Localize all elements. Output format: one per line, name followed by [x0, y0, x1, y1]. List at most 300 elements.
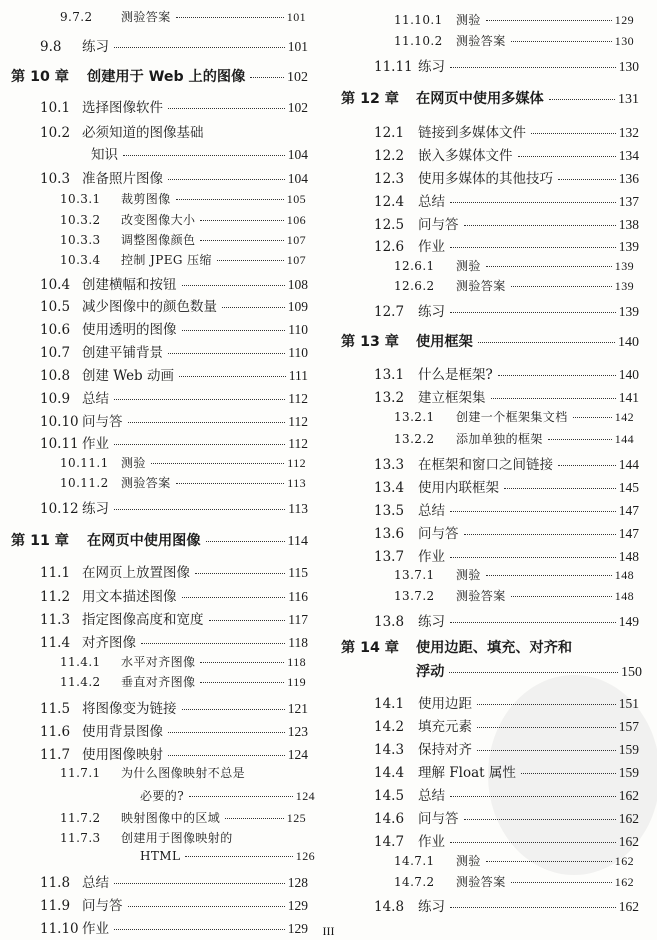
toc-number: 14.7.1 [394, 854, 435, 868]
toc-number: 14.2 [374, 719, 405, 735]
toc-page-number: 128 [287, 875, 308, 890]
toc-number: 11.11 [374, 59, 413, 75]
dot-leader [450, 202, 616, 203]
toc-page-number: 101 [286, 10, 306, 24]
dot-leader [486, 20, 612, 21]
toc-entry [40, 720, 308, 740]
toc-entry [40, 364, 308, 384]
toc-entry [40, 631, 308, 651]
toc-page-number: 131 [618, 92, 639, 107]
dot-leader [123, 155, 285, 156]
toc-number: 10.6 [40, 322, 71, 338]
toc-title: 对齐图像 [82, 635, 136, 651]
toc-page-number: 126 [295, 849, 315, 863]
toc-entry [374, 144, 639, 164]
toc-title: 问与答 [418, 526, 459, 542]
toc-entry [60, 454, 306, 471]
dot-leader [182, 285, 285, 286]
toc-page-number: 157 [618, 719, 639, 734]
toc-title: 使用边距 [418, 696, 472, 712]
toc-number: 10.3.3 [60, 233, 101, 247]
toc-title: 创建平铺背景 [82, 345, 163, 361]
toc-entry [374, 761, 639, 781]
toc-page-number: 129 [614, 13, 634, 27]
toc-entry [374, 784, 639, 804]
toc-page-number: 151 [618, 696, 639, 711]
toc-page-number: 148 [618, 549, 639, 564]
toc-title: 添加单独的框架 [456, 432, 543, 446]
toc-number: 10.3.1 [60, 192, 101, 206]
toc-number: 10.3.2 [60, 213, 101, 227]
toc-entry [140, 787, 315, 804]
toc-title: 测验 [456, 854, 481, 868]
toc-page-number: 162 [614, 854, 634, 868]
toc-title: 测验答案 [121, 476, 171, 490]
toc-title: 测验 [456, 259, 481, 273]
dot-leader [464, 225, 616, 226]
toc-entry [374, 545, 639, 565]
toc-number: 10.3 [40, 171, 71, 187]
toc-page-number: 102 [287, 100, 308, 115]
toc-number: 9.8 [40, 39, 62, 55]
toc-page-number: 145 [618, 480, 639, 495]
toc-title: 必须知道的图像基础 [82, 125, 204, 141]
toc-title: 练习 [418, 614, 445, 630]
toc-number: 第 12 章 [341, 91, 399, 107]
toc-page-number: 144 [618, 457, 639, 472]
toc-page-number: 110 [288, 345, 308, 360]
dot-leader [250, 77, 284, 78]
toc-entry [374, 386, 639, 406]
toc-title: 测验答案 [456, 875, 506, 889]
toc-title: 知识 [91, 147, 118, 163]
dot-leader [548, 439, 612, 440]
toc-number: 12.1 [374, 125, 405, 141]
toc-title: 必要的? [140, 789, 185, 803]
toc-entry [40, 743, 308, 763]
toc-page-number: 125 [286, 811, 306, 825]
toc-number: 11.10.1 [394, 13, 443, 27]
toc-number: 13.7.2 [394, 589, 435, 603]
toc-title: 为什么图像映射不总是 [121, 766, 246, 780]
dot-leader [176, 483, 285, 484]
toc-entry [394, 873, 634, 890]
toc-number: 11.7.1 [60, 766, 101, 780]
toc-page-number: 117 [288, 612, 308, 627]
toc-entry [394, 566, 634, 583]
toc-title: 作业 [82, 921, 109, 937]
toc-entry [40, 273, 308, 293]
dot-leader [225, 818, 284, 819]
toc-title: 使用图像映射 [82, 747, 163, 763]
toc-number: 14.4 [374, 765, 405, 781]
toc-entry [394, 11, 634, 28]
toc-number: 13.7.1 [394, 568, 435, 582]
dot-leader [206, 541, 285, 542]
toc-page-number: 109 [287, 299, 308, 314]
toc-number: 10.11.2 [60, 476, 109, 490]
dot-leader [549, 99, 615, 100]
toc-entry [60, 251, 306, 268]
toc-title: 使用边距、填充、对齐和 [416, 640, 573, 656]
toc-number: 第 13 章 [341, 334, 399, 350]
dot-leader [498, 375, 616, 376]
toc-title: 总结 [82, 875, 109, 891]
dot-leader [217, 260, 284, 261]
toc-page-number: 112 [287, 456, 306, 470]
toc-entry [374, 738, 639, 758]
dot-leader [558, 179, 616, 180]
toc-title: 保持对齐 [418, 742, 472, 758]
toc-number: 11.4.1 [60, 655, 101, 669]
toc-number: 14.8 [374, 899, 405, 915]
toc-title: 创建一个框架集文档 [456, 410, 568, 424]
toc-number: 13.1 [374, 367, 405, 383]
toc-entry [40, 497, 308, 517]
toc-page-number: 162 [618, 788, 639, 803]
toc-number: 13.2.2 [394, 432, 435, 446]
toc-title: 在网页上放置图像 [82, 565, 190, 581]
toc-entry [40, 387, 308, 407]
toc-entry [40, 318, 308, 338]
toc-title: 使用内联框架 [418, 480, 499, 496]
toc-entry [374, 235, 639, 255]
toc-entry [374, 476, 639, 496]
toc-entry [60, 190, 306, 207]
toc-entry [40, 608, 308, 628]
toc-entry [40, 432, 308, 452]
dot-leader [449, 672, 618, 673]
toc-entry [40, 894, 308, 914]
dot-leader [114, 883, 285, 884]
page-number: III [322, 924, 335, 938]
toc-title: 问与答 [82, 414, 123, 430]
toc-number: 13.2 [374, 390, 405, 406]
dot-leader [450, 842, 616, 843]
dot-leader [114, 399, 285, 400]
dot-leader [182, 330, 286, 331]
toc-page-number: 132 [618, 125, 639, 140]
toc-page-number: 101 [287, 39, 308, 54]
dot-leader [464, 819, 616, 820]
toc-title: 指定图像高度和宽度 [82, 612, 204, 628]
toc-page-number: 140 [618, 367, 639, 382]
toc-title: 选择图像软件 [82, 100, 163, 116]
toc-chapter-entry [11, 66, 308, 86]
toc-title: 测验答案 [456, 34, 506, 48]
toc-entry [374, 167, 639, 187]
dot-leader [151, 463, 284, 464]
dot-leader [477, 750, 616, 751]
toc-title: 创建用于图像映射的 [121, 831, 233, 845]
dot-leader [521, 773, 616, 774]
toc-page-number: 105 [286, 192, 306, 206]
toc-number: 11.6 [40, 724, 71, 740]
toc-page-number: 147 [618, 526, 639, 541]
toc-number: 第 10 章 [11, 69, 69, 85]
dot-leader [486, 575, 612, 576]
toc-number: 10.5 [40, 299, 71, 315]
toc-title: 测验答案 [121, 10, 171, 24]
dot-leader [168, 353, 285, 354]
toc-number: 13.5 [374, 503, 405, 519]
toc-entry [60, 809, 306, 826]
toc-number: 13.2.1 [394, 410, 435, 424]
toc-page-number: 114 [287, 534, 308, 549]
toc-page-number: 111 [288, 368, 308, 383]
toc-title: 测验答案 [456, 279, 506, 293]
toc-number: 10.10 [40, 414, 79, 430]
toc-number: 12.6.1 [394, 259, 435, 273]
toc-title: 减少图像中的颜色数量 [82, 299, 217, 315]
toc-page-number: 137 [618, 194, 639, 209]
toc-title: 嵌入多媒体文件 [418, 148, 513, 164]
toc-entry [40, 871, 308, 891]
toc-page-number: 159 [618, 742, 639, 757]
dot-leader [450, 907, 616, 908]
toc-entry [140, 849, 315, 864]
dot-leader [518, 156, 616, 157]
toc-page-number: 149 [618, 614, 639, 629]
dot-leader [450, 511, 616, 512]
toc-number: 10.1 [40, 100, 71, 116]
dot-leader [200, 240, 283, 241]
toc-number: 14.5 [374, 788, 405, 804]
toc-page-number: 140 [618, 335, 639, 350]
dot-leader [477, 727, 616, 728]
toc-entry [374, 715, 639, 735]
toc-title: 使用透明的图像 [82, 322, 177, 338]
toc-title: 在网页中使用多媒体 [416, 91, 544, 107]
toc-page-number: 116 [288, 589, 308, 604]
toc-title: 创建用于 Web 上的图像 [87, 69, 246, 85]
toc-entry [374, 895, 639, 915]
toc-entry [40, 561, 308, 581]
toc-entry [60, 8, 306, 25]
toc-number: 10.7 [40, 345, 71, 361]
toc-page-number: 107 [286, 233, 306, 247]
toc-title: 创建 Web 动画 [82, 368, 174, 384]
dot-leader [450, 622, 616, 623]
toc-chapter-entry [11, 530, 308, 550]
toc-title: 链接到多媒体文件 [418, 125, 526, 141]
toc-page-number: 124 [287, 747, 308, 762]
toc-page-number: 139 [618, 239, 639, 254]
dot-leader [168, 179, 285, 180]
dot-leader [450, 67, 616, 68]
toc-entry [394, 408, 634, 425]
toc-number: 10.12 [40, 501, 79, 517]
dot-leader [511, 41, 612, 42]
toc-page-number: 106 [286, 213, 306, 227]
toc-page-number: 130 [618, 59, 639, 74]
toc-title: 作业 [418, 834, 445, 850]
dot-leader [531, 133, 616, 134]
toc-title: 控制 JPEG 压缩 [121, 253, 212, 267]
toc-page-number: 129 [287, 921, 308, 936]
toc-title: 问与答 [418, 217, 459, 233]
toc-title: 在网页中使用图像 [87, 533, 201, 549]
toc-title: 理解 Float 属性 [418, 765, 516, 781]
toc-title: 测验 [456, 13, 481, 27]
dot-leader [558, 465, 616, 466]
dot-leader [222, 307, 285, 308]
toc-entry [60, 764, 306, 781]
toc-chapter-entry [341, 331, 639, 351]
toc-number: 13.4 [374, 480, 405, 496]
dot-leader [179, 376, 286, 377]
toc-entry [40, 35, 308, 55]
toc-number: 13.7 [374, 549, 405, 565]
toc-page-number: 148 [614, 589, 634, 603]
dot-leader [511, 286, 612, 287]
toc-entry [374, 213, 639, 233]
dot-leader [128, 906, 285, 907]
toc-page-number: 113 [287, 476, 306, 490]
toc-chapter-entry [341, 637, 639, 657]
toc-number: 11.10 [40, 921, 79, 937]
dot-leader [464, 534, 616, 535]
toc-entry [374, 522, 639, 542]
toc-number: 14.7.2 [394, 875, 435, 889]
toc-title: 测验 [456, 568, 481, 582]
toc-page-number: 162 [614, 875, 634, 889]
toc-page-number: 138 [618, 217, 639, 232]
dot-leader [168, 732, 285, 733]
dot-leader [477, 704, 616, 705]
toc-page-number: 104 [287, 147, 308, 162]
toc-number: 9.7.2 [60, 10, 93, 24]
toc-page-number: 121 [287, 701, 308, 716]
dot-leader [450, 312, 616, 313]
toc-page-number: 139 [618, 304, 639, 319]
dot-leader [114, 444, 285, 445]
dot-leader [511, 596, 612, 597]
dot-leader [168, 108, 285, 109]
toc-page-number: 139 [614, 259, 634, 273]
toc-number: 11.7 [40, 747, 71, 763]
toc-entry [374, 190, 639, 210]
toc-title: 使用框架 [416, 334, 473, 350]
dot-leader [573, 417, 612, 418]
toc-page-number: 110 [288, 322, 308, 337]
toc-page-number: 147 [618, 503, 639, 518]
toc-page-number: 162 [618, 811, 639, 826]
toc-number: 13.6 [374, 526, 405, 542]
toc-title: 用文本描述图像 [82, 589, 177, 605]
toc-title: 总结 [418, 788, 445, 804]
toc-number: 10.2 [40, 125, 71, 141]
toc-entry [394, 587, 634, 604]
toc-entry [374, 692, 639, 712]
toc-page-number: 141 [618, 390, 639, 405]
toc-title: 映射图像中的区域 [121, 811, 221, 825]
toc-title: HTML [140, 849, 181, 863]
toc-page-number: 124 [295, 789, 315, 803]
toc-page-number: 112 [288, 414, 308, 429]
dot-leader [176, 199, 284, 200]
dot-leader [200, 682, 284, 683]
toc-entry [40, 96, 308, 116]
toc-entry [40, 167, 308, 187]
toc-number: 11.10.2 [394, 34, 443, 48]
toc-number: 11.9 [40, 898, 71, 914]
toc-chapter-entry [416, 661, 642, 681]
dot-leader [182, 597, 286, 598]
toc-page-number: 102 [287, 70, 308, 85]
toc-page-number: 144 [614, 432, 634, 446]
toc-number: 11.5 [40, 701, 71, 717]
toc-number: 10.3.4 [60, 253, 101, 267]
toc-title: 总结 [418, 194, 445, 210]
toc-number: 10.8 [40, 368, 71, 384]
toc-number: 第 14 章 [341, 640, 399, 656]
dot-leader [182, 709, 285, 710]
toc-entry [374, 300, 639, 320]
toc-number: 11.4.2 [60, 675, 101, 689]
toc-entry [394, 852, 634, 869]
toc-number: 12.4 [374, 194, 405, 210]
dot-leader [486, 266, 612, 267]
toc-chapter-entry [341, 88, 639, 108]
toc-entry [60, 474, 306, 491]
toc-title: 改变图像大小 [121, 213, 196, 227]
toc-entry [374, 499, 639, 519]
toc-page-number: 148 [614, 568, 634, 582]
toc-number: 11.2 [40, 589, 71, 605]
toc-entry [60, 231, 306, 248]
toc-title: 练习 [418, 899, 445, 915]
toc-number: 14.1 [374, 696, 405, 712]
toc-number: 11.7.2 [60, 811, 101, 825]
toc-title: 什么是框架? [418, 367, 493, 383]
toc-entry [374, 807, 639, 827]
toc-page-number: 113 [288, 501, 308, 516]
toc-page-number: 139 [614, 279, 634, 293]
toc-entry [91, 143, 308, 163]
toc-number: 13.8 [374, 614, 405, 630]
toc-number: 12.3 [374, 171, 405, 187]
toc-number: 11.7.3 [60, 831, 101, 845]
dot-leader [504, 488, 616, 489]
toc-title: 使用多媒体的其他技巧 [418, 171, 553, 187]
toc-entry [40, 295, 308, 315]
toc-title: 练习 [418, 304, 445, 320]
dot-leader [176, 17, 284, 18]
dot-leader [478, 342, 615, 343]
toc-page-number: 112 [288, 391, 308, 406]
toc-title: 作业 [82, 436, 109, 452]
toc-entry [60, 829, 306, 846]
toc-entry [60, 673, 306, 690]
toc-title: 水平对齐图像 [121, 655, 196, 669]
dot-leader [511, 882, 612, 883]
toc-page-number: 162 [618, 834, 639, 849]
toc-entry [374, 121, 639, 141]
dot-leader [200, 662, 284, 663]
toc-title: 问与答 [418, 811, 459, 827]
toc-number: 14.6 [374, 811, 405, 827]
toc-title: 总结 [82, 391, 109, 407]
toc-page-number: 107 [286, 253, 306, 267]
dot-leader [185, 856, 292, 857]
toc-entry [394, 430, 634, 447]
toc-entry [394, 277, 634, 294]
toc-number: 11.3 [40, 612, 71, 628]
toc-title: 裁剪图像 [121, 192, 171, 206]
toc-page-number: 123 [287, 724, 308, 739]
toc-title: 将图像变为链接 [82, 701, 177, 717]
